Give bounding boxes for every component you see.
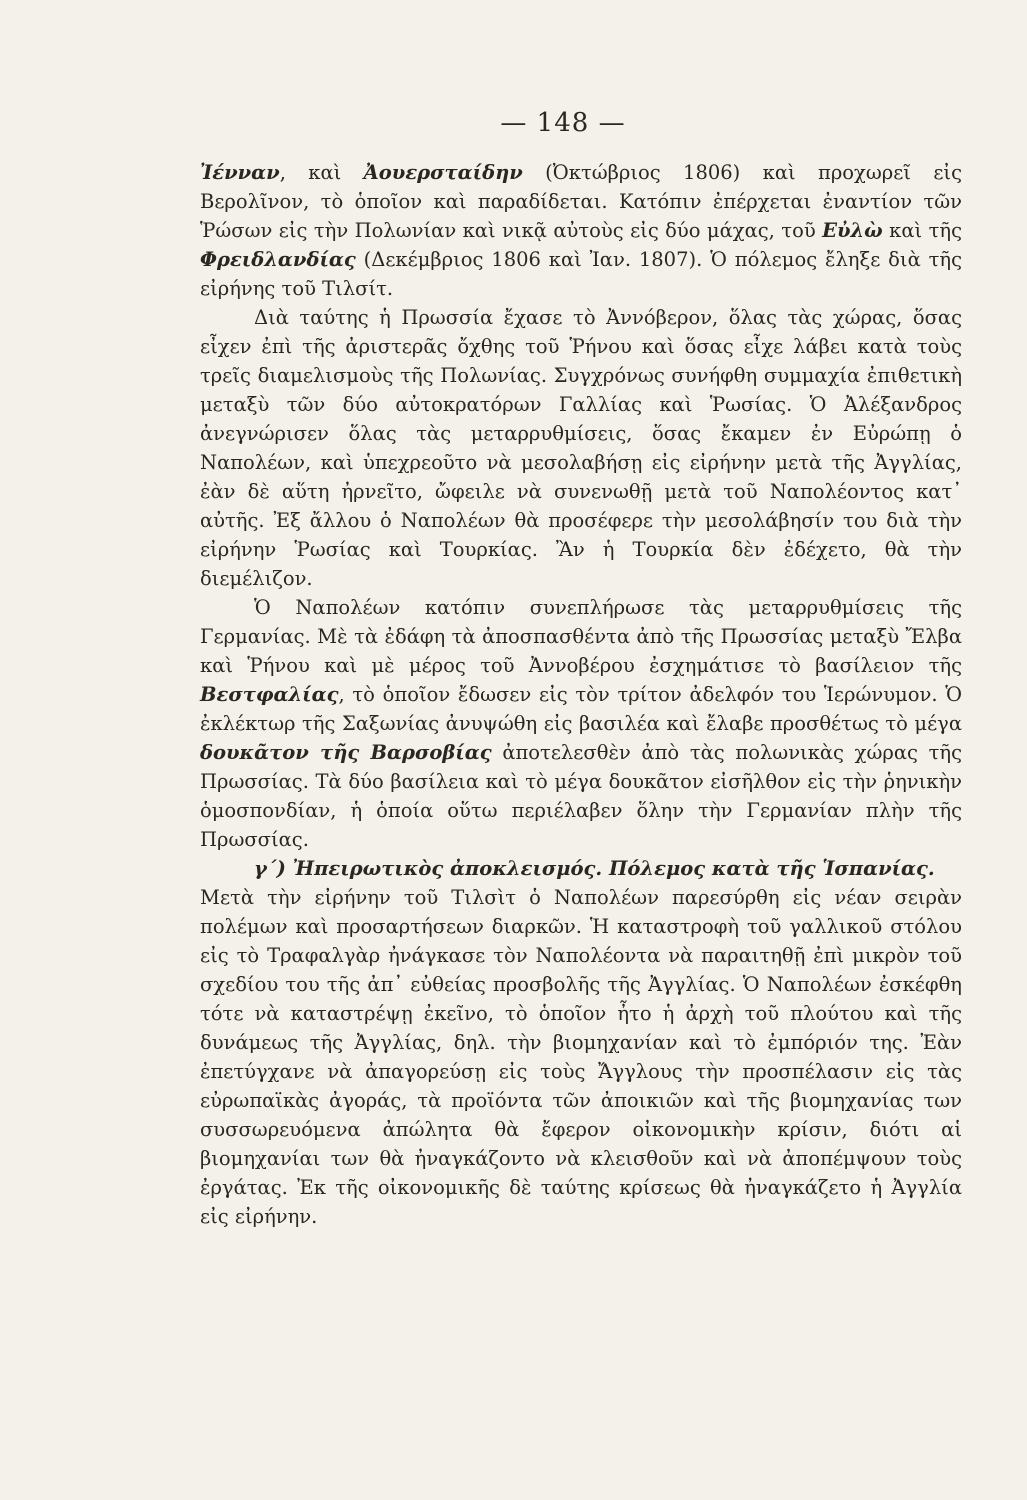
text-run: καὶ τῆς bbox=[882, 219, 962, 242]
emphasized-term: Βεστφαλίας bbox=[200, 683, 339, 706]
emphasized-term: δουκᾶτον τῆς Βαρσοβίας bbox=[200, 741, 492, 764]
section-heading bbox=[200, 854, 962, 883]
paragraph bbox=[200, 303, 962, 593]
emphasized-term: Ἰένναν bbox=[200, 161, 280, 184]
emphasized-term: Εὐλὼ bbox=[822, 219, 883, 242]
paragraph bbox=[200, 158, 962, 303]
page-number: — 148 — bbox=[500, 108, 626, 138]
text-run: , καὶ bbox=[279, 161, 364, 184]
text-run: Διὰ ταύτης ἡ Πρωσσία ἔχασε τὸ Ἀννόβερον, ὅλας τὰς χώρας, ὅσας εἶχεν ἐπὶ τῆς ἀριστερᾶς ὄχθης τοῦ Ῥήνου καὶ ὅσας εἶχε λάβει κατὰ τοὺς τρεῖς διαμελισμοὺς τῆς Πολωνίας. Συγχρόνως συνήφθη συμμαχία ἐπιθετικὴ μεταξὺ τῶν δύο αὐτοκρατόρων Γαλλίας καὶ Ῥωσίας. Ὁ Ἀλέξανδρος ἀνεγνώρισεν ὅλας τὰς μεταρρυθμίσεις, ὅσας ἔκαμεν ἐν Εὐρώπῃ ὁ Ναπολέων, καὶ ὑπεχρεοῦτο νὰ μεσολαβήσῃ εἰς εἰρήνην μετὰ τῆς Ἀγγλίας, ἐὰν δὲ αὕτη ἠρνεῖτο, ὤφειλε νὰ συνενωθῇ μετὰ τοῦ Ναπολέοντος κατ᾿ αὐτῆς. Ἐξ ἄλλου ὁ Ναπολέων θὰ προσέφερε τὴν μεσολάβησίν του διὰ τὴν εἰρήνην Ῥωσίας καὶ Τουρκίας. Ἂν ἡ Τουρκία δὲν ἐδέχετο, θὰ τὴν διεμέλιζον. bbox=[200, 306, 962, 590]
paragraph bbox=[200, 883, 962, 1231]
body-text bbox=[200, 158, 962, 1231]
text-run: , τὸ ὁποῖον ἔδωσεν εἰς τὸν τρίτον ἀδελφόν του Ἱερώνυμον. Ὁ ἐκλέκτωρ τῆς Σαξωνίας ἀνυψώθη εἰς βασιλέα καὶ ἔλαβε προσθέτως τὸ μέγα bbox=[200, 683, 962, 735]
text-run: (Ὀκτώβριος 1806) καὶ προχωρεῖ εἰς Βερολῖνον, τὸ ὁποῖον καὶ παραδίδεται. Κατόπιν ἐπέρχεται ἐναντίον τῶν Ῥώσων εἰς τὴν Πολωνίαν καὶ νικᾷ αὐτοὺς εἰς δύο μάχας, τοῦ bbox=[200, 161, 962, 242]
text-run: Ὁ Ναπολέων κατόπιν συνεπλήρωσε τὰς μεταρρυθμίσεις τῆς Γερμανίας. Μὲ τὰ ἐδάφη τὰ ἀποσπασθέντα ἀπὸ τῆς Πρωσσίας μεταξὺ Ἔλβα καὶ Ῥήνου καὶ μὲ μέρος τοῦ Ἀννοβέρου ἐσχημάτισε τὸ βασίλειον τῆς bbox=[200, 596, 962, 677]
emphasized-term: γ΄) Ἠπειρωτικὸς ἀποκλεισμός. Πόλεμος κατὰ τῆς Ἱσπανίας. bbox=[254, 857, 935, 880]
paragraph bbox=[200, 593, 962, 854]
text-run: ἀποτελεσθὲν ἀπὸ τὰς πολωνικὰς χώρας τῆς Πρωσσίας. Τὰ δύο βασίλεια καὶ τὸ μέγα δουκᾶτον εἰσῆλθον εἰς τὴν ῥηνικὴν ὁμοσπονδίαν, ἡ ὁποία οὕτω περιέλαβεν ὅλην τὴν Γερμανίαν πλὴν τῆς Πρωσσίας. bbox=[200, 741, 962, 851]
text-run: (Δεκέμβριος 1806 καὶ Ἰαν. 1807). Ὁ πόλεμος ἔληξε διὰ τῆς εἰρήνης τοῦ Τιλσίτ. bbox=[200, 248, 962, 300]
text-run: Μετὰ τὴν εἰρήνην τοῦ Τιλσὶτ ὁ Ναπολέων παρεσύρθη εἰς νέαν σειρὰν πολέμων καὶ προσαρτήσεων διαρκῶν. Ἡ καταστροφὴ τοῦ γαλλικοῦ στόλου εἰς τὸ Τραφαλγὰρ ἠνάγκασε τὸν Ναπολέοντα νὰ παραιτηθῇ ἐπὶ μικρὸν τοῦ σχεδίου του τῆς ἀπ᾿ εὐθείας προσβολῆς τῆς Ἀγγλίας. Ὁ Ναπολέων ἐσκέφθη τότε νὰ καταστρέψῃ ἐκεῖνο, τὸ ὁποῖον ἦτο ἡ ἀρχὴ τοῦ πλούτου καὶ τῆς δυνάμεως τῆς Ἀγγλίας, δηλ. τὴν βιομηχανίαν καὶ τὸ ἐμπόριόν της. Ἐὰν ἐπετύγχανε νὰ ἀπαγορεύσῃ εἰς τοὺς Ἄγγλους τὴν προσπέλασιν εἰς τὰς εὐρωπαϊκὰς ἀγοράς, τὰ προϊόντα τῶν ἀποικιῶν καὶ τῆς βιομηχανίας των συσσωρευόμενα ἀπώλητα θὰ ἔφερον οἰκονομικὴν κρίσιν, διότι αἱ βιομηχανίαι των θὰ ἠναγκάζοντο νὰ κλεισθοῦν καὶ νὰ ἀποπέμψουν τοὺς ἐργάτας. Ἐκ τῆς οἰκονομικῆς δὲ ταύτης κρίσεως θὰ ἠναγκάζετο ἡ Ἀγγλία εἰς εἰρήνην. bbox=[200, 886, 962, 1228]
emphasized-term: Φρειδλανδίας bbox=[200, 248, 356, 271]
emphasized-term: Ἀουερσταίδην bbox=[363, 161, 523, 184]
